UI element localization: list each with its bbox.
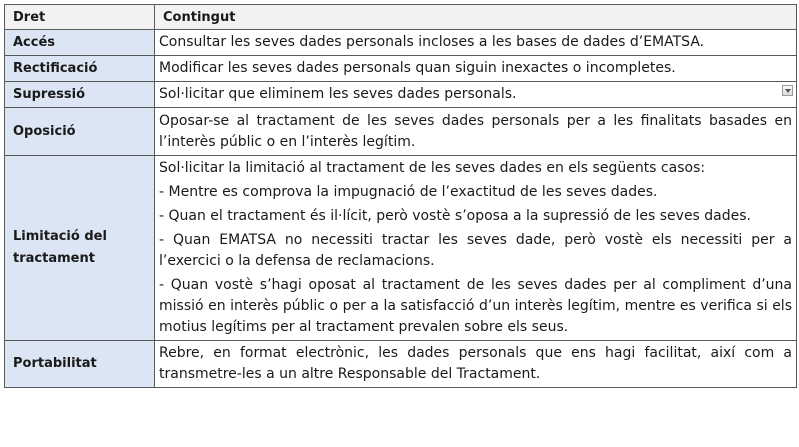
content-paragraph: Sol·licitar la limitació al tractament de les seves dades en els següents casos:	[159, 160, 706, 176]
right-name: Accés	[5, 30, 155, 56]
right-content	[155, 108, 797, 156]
right-content	[155, 341, 797, 388]
content-paragraph: Sol·licitar que eliminem les seves dades personals.	[159, 86, 517, 102]
right-name: Limitació del tractament	[5, 156, 155, 341]
content-paragraph: - Mentre es comprova la impugnació de l’exactitud de les seves dades.	[159, 184, 658, 200]
content-paragraph: - Quan vostè s’hagi oposat al tractament de les seves dades per al compliment d’una missió en interès públic o per a la satisfacció d’un interès legítim, mentre es verifica si els motius legítims per al tractament prevalen sobre els seus.	[159, 277, 792, 335]
content-paragraph: Consultar les seves dades personals incloses a les bases de dades d’EMATSA.	[159, 34, 705, 50]
right-name: Portabilitat	[5, 341, 155, 388]
content-paragraph: - Quan el tractament és il·lícit, però vostè s’oposa a la supressió de les seves dades.	[159, 208, 752, 224]
right-content	[155, 82, 797, 108]
right-name: Oposició	[5, 108, 155, 156]
table-row	[5, 156, 797, 341]
right-name: Rectificació	[5, 56, 155, 82]
content-paragraph: Modificar les seves dades personals quan siguin inexactes o incompletes.	[159, 60, 676, 76]
dropdown-arrow-icon[interactable]	[782, 85, 793, 96]
right-content	[155, 56, 797, 82]
table-row	[5, 30, 797, 56]
content-paragraph: - Quan EMATSA no necessiti tractar les seves dade, però vostè els necessiti per a l’exercici o la defensa de reclamacions.	[159, 232, 792, 269]
table-row	[5, 82, 797, 108]
table-row	[5, 56, 797, 82]
content-paragraph: Rebre, en format electrònic, les dades personals que ens hagi facilitat, així com a transmetre-les a un altre Responsable del Tractament.	[159, 345, 792, 382]
right-name: Supressió	[5, 82, 155, 108]
right-content	[155, 30, 797, 56]
table-row	[5, 341, 797, 388]
right-content	[155, 156, 797, 341]
table-row	[5, 108, 797, 156]
content-paragraph: Oposar-se al tractament de les seves dades personals per a les finalitats basades en l’interès públic o en l’interès legítim.	[159, 112, 792, 150]
header-dret: Dret	[5, 5, 155, 30]
header-row	[5, 5, 797, 30]
header-contingut: Contingut	[155, 5, 797, 30]
rights-table	[4, 4, 797, 388]
